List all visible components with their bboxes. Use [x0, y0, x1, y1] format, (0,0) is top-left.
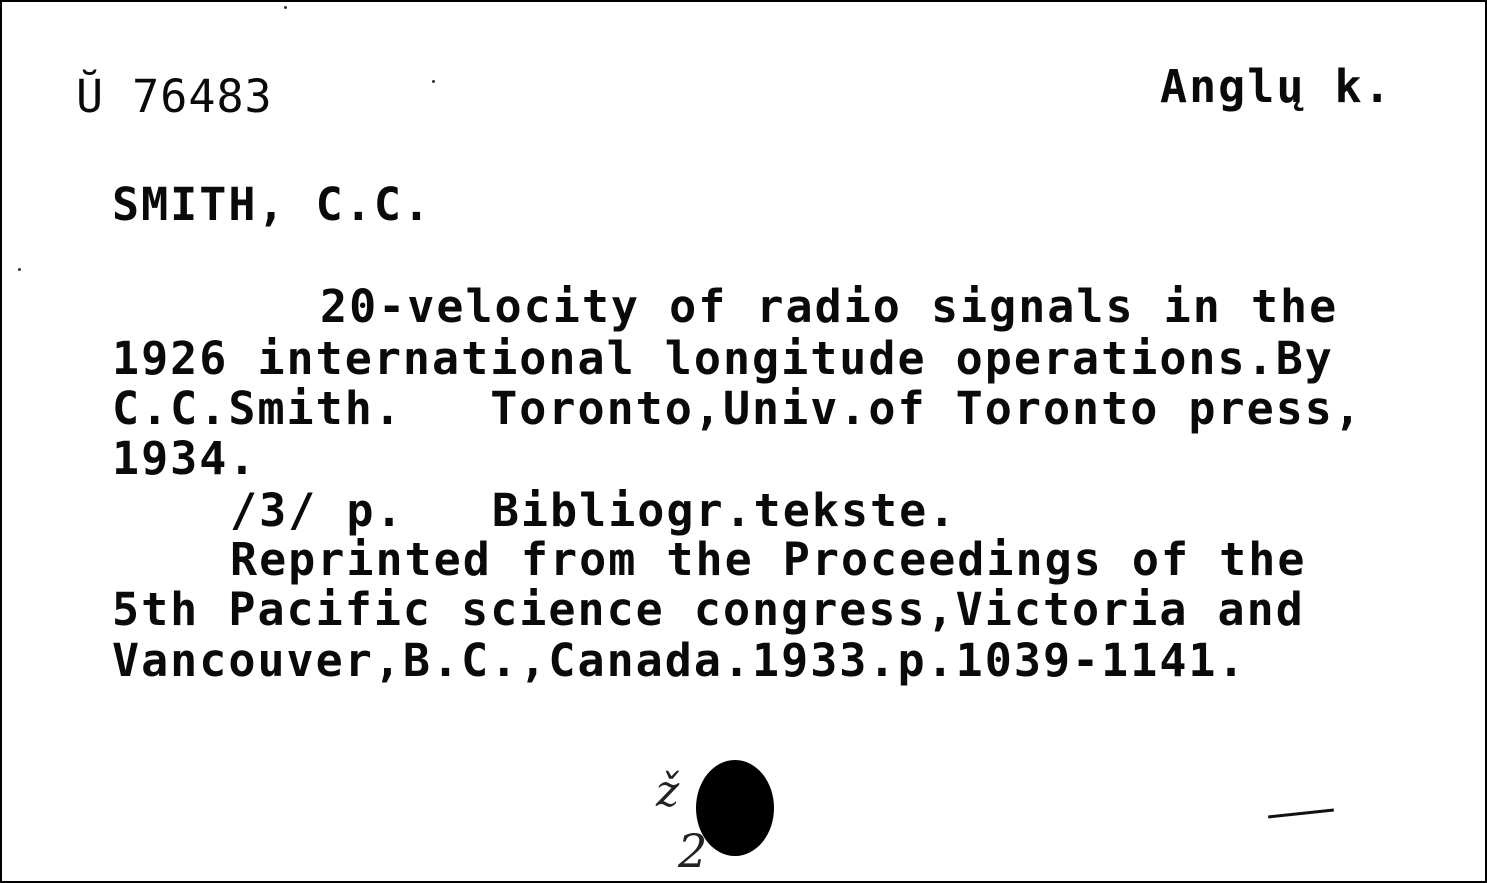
imprint-line: 1934. [112, 432, 258, 485]
imprint-line: C.C.Smith. Toronto,Univ.of Toronto press, [112, 382, 1363, 435]
pencil-dash [1268, 809, 1334, 819]
note-line: Vancouver,B.C.,Canada.1933.p.1039-1141. [112, 634, 1247, 687]
pencil-mark: ž [656, 766, 680, 817]
note-line: Reprinted from the Proceedings of the [230, 533, 1307, 586]
author-heading: SMITH, C.C. [112, 178, 433, 231]
title-line: 1926 international longitude operations.By [112, 332, 1334, 385]
paper-speck [432, 80, 435, 83]
call-number: Ŭ 76483 [76, 70, 273, 123]
pencil-mark: 2 [678, 824, 708, 878]
punch-hole [696, 760, 774, 856]
paper-speck [18, 268, 21, 271]
paper-speck [284, 6, 287, 9]
language-tag: Anglų k. [1160, 60, 1393, 113]
title-line: 20-velocity of radio signals in the [320, 280, 1339, 333]
note-line: 5th Pacific science congress,Victoria and [112, 583, 1305, 636]
collation-line: /3/ p. Bibliogr.tekste. [230, 484, 958, 537]
